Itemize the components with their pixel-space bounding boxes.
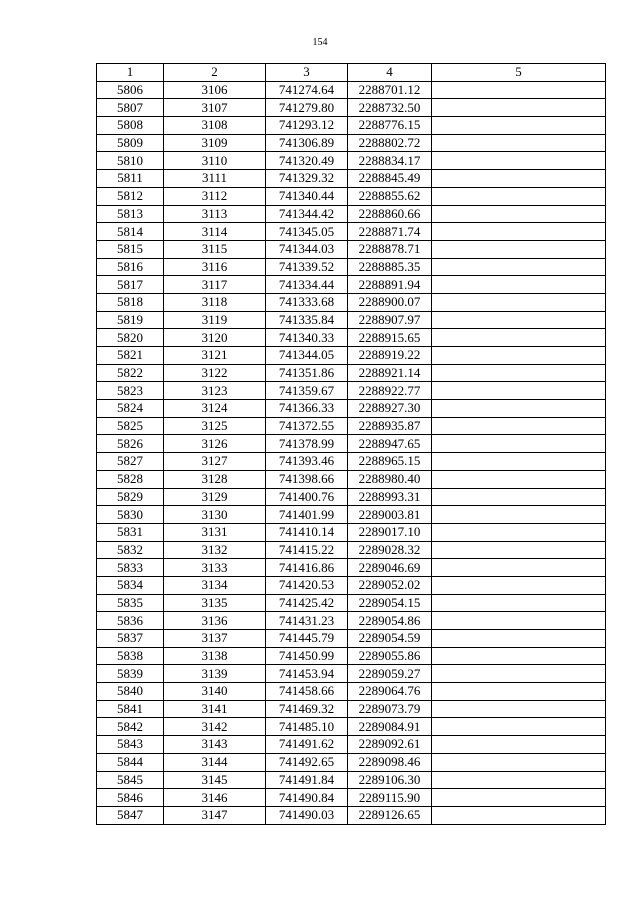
table-cell: 3107 xyxy=(164,99,266,117)
table-cell: 2288947.65 xyxy=(348,435,432,453)
table-cell: 741335.84 xyxy=(266,311,348,329)
column-header: 5 xyxy=(432,64,606,82)
table-cell: 741279.80 xyxy=(266,99,348,117)
table-row xyxy=(97,594,606,612)
table-cell: 3135 xyxy=(164,594,266,612)
table-cell: 741416.86 xyxy=(266,559,348,577)
table-cell: 3117 xyxy=(164,276,266,294)
table-cell: 3132 xyxy=(164,541,266,559)
table-row xyxy=(97,789,606,807)
table-cell: 3144 xyxy=(164,753,266,771)
table-cell xyxy=(432,753,606,771)
table-row xyxy=(97,506,606,524)
table-row xyxy=(97,134,606,152)
table-cell: 5846 xyxy=(97,789,164,807)
table-row xyxy=(97,806,606,824)
table-cell xyxy=(432,665,606,683)
table-cell: 741345.05 xyxy=(266,223,348,241)
table-cell: 3125 xyxy=(164,417,266,435)
table-row xyxy=(97,559,606,577)
table-cell: 3118 xyxy=(164,293,266,311)
table-cell: 3110 xyxy=(164,152,266,170)
table-cell: 3123 xyxy=(164,382,266,400)
table-cell xyxy=(432,364,606,382)
table-row xyxy=(97,258,606,276)
table-cell: 741306.89 xyxy=(266,134,348,152)
table-cell: 5822 xyxy=(97,364,164,382)
table-cell: 741491.62 xyxy=(266,736,348,754)
table-cell: 3122 xyxy=(164,364,266,382)
table-cell: 2289106.30 xyxy=(348,771,432,789)
table-cell xyxy=(432,347,606,365)
table-cell: 2289126.65 xyxy=(348,806,432,824)
table-cell xyxy=(432,170,606,188)
table-cell xyxy=(432,99,606,117)
table-cell: 741415.22 xyxy=(266,541,348,559)
column-header: 4 xyxy=(348,64,432,82)
table-cell: 2289052.02 xyxy=(348,576,432,594)
table-cell xyxy=(432,647,606,665)
table-cell: 2289064.76 xyxy=(348,683,432,701)
table-cell: 5810 xyxy=(97,152,164,170)
table-cell: 3124 xyxy=(164,400,266,418)
table-cell: 5827 xyxy=(97,453,164,471)
table-cell: 5843 xyxy=(97,736,164,754)
table-cell: 3134 xyxy=(164,576,266,594)
table-cell: 5844 xyxy=(97,753,164,771)
table-cell: 741359.67 xyxy=(266,382,348,400)
table-row xyxy=(97,453,606,471)
table-row xyxy=(97,276,606,294)
table-cell: 3143 xyxy=(164,736,266,754)
table-cell xyxy=(432,453,606,471)
table-cell: 5813 xyxy=(97,205,164,223)
table-cell xyxy=(432,806,606,824)
table-cell: 741445.79 xyxy=(266,630,348,648)
table-row xyxy=(97,576,606,594)
table-cell: 2288802.72 xyxy=(348,134,432,152)
table-cell: 3146 xyxy=(164,789,266,807)
page-number: 154 xyxy=(312,37,328,48)
column-header: 3 xyxy=(266,64,348,82)
table-row xyxy=(97,435,606,453)
table-cell: 3145 xyxy=(164,771,266,789)
table-cell: 3139 xyxy=(164,665,266,683)
table-cell xyxy=(432,276,606,294)
table-cell: 2288878.71 xyxy=(348,240,432,258)
table-row xyxy=(97,630,606,648)
table-cell: 3136 xyxy=(164,612,266,630)
table-cell xyxy=(432,718,606,736)
table-cell xyxy=(432,435,606,453)
table-cell: 3129 xyxy=(164,488,266,506)
table-header-row xyxy=(97,64,606,82)
table-cell: 741492.65 xyxy=(266,753,348,771)
table-cell: 3120 xyxy=(164,329,266,347)
table-cell: 741340.33 xyxy=(266,329,348,347)
table-cell xyxy=(432,223,606,241)
table-cell: 2288980.40 xyxy=(348,470,432,488)
table-cell: 741351.86 xyxy=(266,364,348,382)
table-cell: 2288993.31 xyxy=(348,488,432,506)
table-cell: 741320.49 xyxy=(266,152,348,170)
table-cell xyxy=(432,576,606,594)
table-cell: 2288845.49 xyxy=(348,170,432,188)
table-cell: 2289017.10 xyxy=(348,523,432,541)
table-cell: 3141 xyxy=(164,700,266,718)
table-row xyxy=(97,329,606,347)
table-cell: 5820 xyxy=(97,329,164,347)
table-cell: 2289055.86 xyxy=(348,647,432,665)
table-cell xyxy=(432,152,606,170)
table-cell: 3131 xyxy=(164,523,266,541)
table-row xyxy=(97,700,606,718)
table-cell: 2288834.17 xyxy=(348,152,432,170)
table-cell: 741401.99 xyxy=(266,506,348,524)
table-cell: 741491.84 xyxy=(266,771,348,789)
table-cell: 3113 xyxy=(164,205,266,223)
table-cell: 5806 xyxy=(97,81,164,99)
table-cell: 5839 xyxy=(97,665,164,683)
table-cell: 2288885.35 xyxy=(348,258,432,276)
table-cell: 5819 xyxy=(97,311,164,329)
column-header: 1 xyxy=(97,64,164,82)
table-cell xyxy=(432,700,606,718)
table-cell: 2288965.15 xyxy=(348,453,432,471)
table-row xyxy=(97,470,606,488)
table-cell xyxy=(432,683,606,701)
table-cell: 3128 xyxy=(164,470,266,488)
column-header: 2 xyxy=(164,64,266,82)
table-cell: 741453.94 xyxy=(266,665,348,683)
table-cell: 5821 xyxy=(97,347,164,365)
table-cell: 741378.99 xyxy=(266,435,348,453)
table-row xyxy=(97,665,606,683)
table-cell xyxy=(432,736,606,754)
table-cell xyxy=(432,117,606,135)
table-cell: 5847 xyxy=(97,806,164,824)
table-cell: 741344.03 xyxy=(266,240,348,258)
table-cell: 5845 xyxy=(97,771,164,789)
table-cell xyxy=(432,81,606,99)
table-cell xyxy=(432,612,606,630)
table-cell: 741334.44 xyxy=(266,276,348,294)
table-cell: 2289054.59 xyxy=(348,630,432,648)
table-cell: 2289054.15 xyxy=(348,594,432,612)
table-cell: 741400.76 xyxy=(266,488,348,506)
table-cell: 2288927.30 xyxy=(348,400,432,418)
table-cell: 3108 xyxy=(164,117,266,135)
table-row xyxy=(97,187,606,205)
table-cell: 741410.14 xyxy=(266,523,348,541)
table-cell: 3130 xyxy=(164,506,266,524)
table-cell: 5841 xyxy=(97,700,164,718)
table-cell xyxy=(432,523,606,541)
table-cell: 2289059.27 xyxy=(348,665,432,683)
table-cell: 741274.64 xyxy=(266,81,348,99)
table-cell: 5835 xyxy=(97,594,164,612)
table-cell xyxy=(432,258,606,276)
table-row xyxy=(97,81,606,99)
table-cell xyxy=(432,134,606,152)
table-cell: 2288907.97 xyxy=(348,311,432,329)
table-cell: 5838 xyxy=(97,647,164,665)
table-cell: 3140 xyxy=(164,683,266,701)
table-row xyxy=(97,647,606,665)
table-row xyxy=(97,293,606,311)
table-cell: 741458.66 xyxy=(266,683,348,701)
table-row xyxy=(97,152,606,170)
table-cell: 2288915.65 xyxy=(348,329,432,347)
table-cell: 3116 xyxy=(164,258,266,276)
table-row xyxy=(97,347,606,365)
table-cell: 5837 xyxy=(97,630,164,648)
table-cell: 3109 xyxy=(164,134,266,152)
table-cell: 2288871.74 xyxy=(348,223,432,241)
table-cell: 3106 xyxy=(164,81,266,99)
table-cell: 5836 xyxy=(97,612,164,630)
table-cell: 2289073.79 xyxy=(348,700,432,718)
table-cell: 3111 xyxy=(164,170,266,188)
table-cell xyxy=(432,293,606,311)
table-cell xyxy=(432,559,606,577)
table-row xyxy=(97,612,606,630)
table-cell: 5812 xyxy=(97,187,164,205)
table-cell: 5842 xyxy=(97,718,164,736)
table-cell: 741450.99 xyxy=(266,647,348,665)
table-cell: 2288732.50 xyxy=(348,99,432,117)
table-cell: 5824 xyxy=(97,400,164,418)
table-cell: 5832 xyxy=(97,541,164,559)
table-cell: 741339.52 xyxy=(266,258,348,276)
table-cell: 3138 xyxy=(164,647,266,665)
table-cell: 5828 xyxy=(97,470,164,488)
table-cell: 5830 xyxy=(97,506,164,524)
table-cell: 741420.53 xyxy=(266,576,348,594)
table-cell xyxy=(432,506,606,524)
table-cell: 2288776.15 xyxy=(348,117,432,135)
table-row xyxy=(97,400,606,418)
table-cell: 5807 xyxy=(97,99,164,117)
table-cell: 741333.68 xyxy=(266,293,348,311)
table-row xyxy=(97,417,606,435)
table-cell: 5826 xyxy=(97,435,164,453)
table-cell xyxy=(432,205,606,223)
table-cell: 2289046.69 xyxy=(348,559,432,577)
table-cell xyxy=(432,417,606,435)
table-cell: 741344.05 xyxy=(266,347,348,365)
table-cell: 3114 xyxy=(164,223,266,241)
table-cell: 741340.44 xyxy=(266,187,348,205)
table-cell: 2289098.46 xyxy=(348,753,432,771)
table-cell: 741469.32 xyxy=(266,700,348,718)
table-cell: 5808 xyxy=(97,117,164,135)
table-cell: 2288935.87 xyxy=(348,417,432,435)
table-cell: 741425.42 xyxy=(266,594,348,612)
table-cell: 2288701.12 xyxy=(348,81,432,99)
table-cell xyxy=(432,240,606,258)
table-cell xyxy=(432,187,606,205)
table-cell: 5817 xyxy=(97,276,164,294)
table-cell: 3127 xyxy=(164,453,266,471)
table-cell: 2289115.90 xyxy=(348,789,432,807)
table-cell: 5829 xyxy=(97,488,164,506)
table-cell: 3142 xyxy=(164,718,266,736)
table-row xyxy=(97,523,606,541)
table-row xyxy=(97,541,606,559)
table-cell: 2289084.91 xyxy=(348,718,432,736)
table-body xyxy=(97,81,606,824)
table-row xyxy=(97,382,606,400)
table-row xyxy=(97,736,606,754)
table-cell: 2289054.86 xyxy=(348,612,432,630)
table-cell: 741398.66 xyxy=(266,470,348,488)
table-cell xyxy=(432,488,606,506)
table-row xyxy=(97,718,606,736)
table-row xyxy=(97,205,606,223)
table-cell xyxy=(432,771,606,789)
table-cell: 741366.33 xyxy=(266,400,348,418)
table-cell xyxy=(432,470,606,488)
table-cell: 5809 xyxy=(97,134,164,152)
table-cell xyxy=(432,630,606,648)
table-cell xyxy=(432,789,606,807)
table-cell: 2288891.94 xyxy=(348,276,432,294)
table-cell: 741344.42 xyxy=(266,205,348,223)
table-cell: 3119 xyxy=(164,311,266,329)
table-cell: 3147 xyxy=(164,806,266,824)
table-cell: 5814 xyxy=(97,223,164,241)
table-cell: 741372.55 xyxy=(266,417,348,435)
table-row xyxy=(97,99,606,117)
table-cell: 5823 xyxy=(97,382,164,400)
coordinates-table xyxy=(96,63,606,825)
table-cell: 2288855.62 xyxy=(348,187,432,205)
table-cell: 5816 xyxy=(97,258,164,276)
table-cell: 2289028.32 xyxy=(348,541,432,559)
table-row xyxy=(97,488,606,506)
table-cell: 741293.12 xyxy=(266,117,348,135)
table-cell: 3126 xyxy=(164,435,266,453)
table-cell xyxy=(432,382,606,400)
table-cell: 741393.46 xyxy=(266,453,348,471)
table-row xyxy=(97,170,606,188)
table-cell: 3133 xyxy=(164,559,266,577)
table-cell: 741490.03 xyxy=(266,806,348,824)
table-row xyxy=(97,223,606,241)
table-cell: 2289003.81 xyxy=(348,506,432,524)
table-cell: 5825 xyxy=(97,417,164,435)
table-cell: 5834 xyxy=(97,576,164,594)
table-cell xyxy=(432,311,606,329)
table-cell xyxy=(432,400,606,418)
table-cell: 5831 xyxy=(97,523,164,541)
table-cell: 2288860.66 xyxy=(348,205,432,223)
table-cell: 741490.84 xyxy=(266,789,348,807)
table-cell: 2288900.07 xyxy=(348,293,432,311)
table-cell: 2288922.77 xyxy=(348,382,432,400)
table-cell: 741329.32 xyxy=(266,170,348,188)
table-cell: 2288919.22 xyxy=(348,347,432,365)
table-cell xyxy=(432,594,606,612)
table-cell: 741485.10 xyxy=(266,718,348,736)
table-row xyxy=(97,117,606,135)
table-row xyxy=(97,364,606,382)
table-row xyxy=(97,240,606,258)
table-cell: 5840 xyxy=(97,683,164,701)
table-cell: 3112 xyxy=(164,187,266,205)
table-cell xyxy=(432,541,606,559)
table-cell: 5833 xyxy=(97,559,164,577)
table-cell: 2289092.61 xyxy=(348,736,432,754)
table-cell: 3115 xyxy=(164,240,266,258)
table-cell: 3137 xyxy=(164,630,266,648)
table-row xyxy=(97,311,606,329)
table-cell: 5811 xyxy=(97,170,164,188)
table-cell: 5815 xyxy=(97,240,164,258)
table-row xyxy=(97,753,606,771)
table-cell: 3121 xyxy=(164,347,266,365)
table-cell: 5818 xyxy=(97,293,164,311)
table-cell: 2288921.14 xyxy=(348,364,432,382)
table-row xyxy=(97,683,606,701)
table-row xyxy=(97,771,606,789)
table-cell xyxy=(432,329,606,347)
table-cell: 741431.23 xyxy=(266,612,348,630)
